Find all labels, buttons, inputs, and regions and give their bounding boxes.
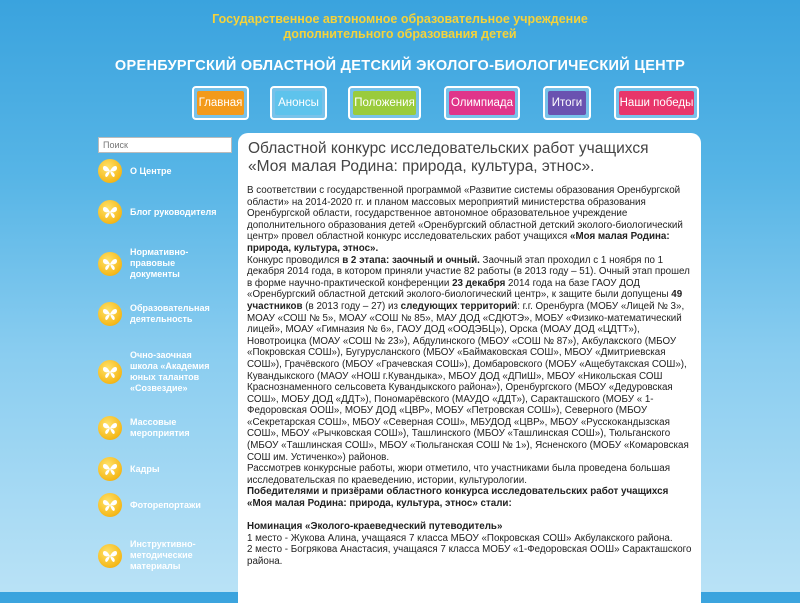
nav-results-button[interactable] <box>543 86 591 120</box>
nav-victories-button[interactable] <box>614 86 699 120</box>
text: (в 2013 году – 27) из <box>302 300 401 312</box>
sidebar-item-about[interactable] <box>98 159 232 183</box>
spacer <box>247 510 693 522</box>
search-input[interactable] <box>98 137 232 153</box>
nav-regulations-button[interactable] <box>348 86 421 120</box>
nav-olympiad-label: Олимпиада <box>449 91 515 115</box>
territories: следующих территорий <box>400 300 518 312</box>
paragraph: Рассмотрев конкурсные работы, жюри отметило, что участниками была проведена большая исследовательская по краеведению, истории, культурологии. <box>247 463 671 486</box>
sidebar-item-school[interactable] <box>98 350 232 394</box>
main-content <box>238 133 701 603</box>
nav-victories-label: Наши победы <box>619 91 694 115</box>
sidebar-item-materials[interactable] <box>98 539 232 572</box>
header-subtitle-line1: Государственное автономное образовательное учреждение <box>212 12 588 26</box>
place-1: 1 место - Жукова Алина, учащаяся 7 класса МБОУ «Покровская СОШ» Акбулакского района. <box>247 532 673 544</box>
sidebar-item-label: Блог руководителя <box>130 206 217 217</box>
butterfly-icon <box>98 544 122 568</box>
nav-announcements-label: Анонсы <box>275 91 322 115</box>
sidebar-item-photos[interactable] <box>98 493 232 517</box>
sidebar-item-label: Фоторепортажи <box>130 499 201 510</box>
date: 23 декабря <box>452 277 506 289</box>
text: Конкурс проводился <box>247 254 343 266</box>
header-subtitle-line2: дополнительного образования детей <box>283 27 517 41</box>
butterfly-icon <box>98 360 122 384</box>
nomination <box>247 521 693 533</box>
contest-name: «Моя малая Родина: природа, культура, этнос». <box>247 231 670 254</box>
winners-text: Победителями и призёрами областного конкурса исследовательских работ учащихся «Моя малая Родина: природа, культура, этнос» стали: <box>247 486 669 510</box>
nav-olympiad-button[interactable] <box>444 86 520 120</box>
butterfly-icon <box>98 159 122 183</box>
sidebar-item-label: Образовательная деятельность <box>130 303 210 324</box>
sidebar-item-documents[interactable] <box>98 247 232 280</box>
nav-home-label: Главная <box>197 91 244 115</box>
butterfly-icon <box>98 200 122 224</box>
sidebar-item-blog[interactable] <box>98 200 232 224</box>
main-nav <box>0 86 800 122</box>
text: 2014 года на базе ГАОУ ДОД «Оренбургский областной детский эколого-биологический центр», к защите были допущены <box>247 277 672 301</box>
sidebar-item-label: О Центре <box>130 165 172 176</box>
nav-regulations-label: Положения <box>353 91 416 115</box>
butterfly-icon <box>98 457 122 481</box>
article-body <box>247 185 693 568</box>
stages: в 2 этапа: заочный и очный. <box>342 254 480 266</box>
site-title: ОРЕНБУРГСКИЙ ОБЛАСТНОЙ ДЕТСКИЙ ЭКОЛОГО-БИОЛОГИЧЕСКИЙ ЦЕНТР <box>114 58 686 74</box>
sidebar-item-label: Кадры <box>130 463 160 474</box>
sidebar-item-education[interactable] <box>98 302 232 326</box>
nomination-text: Номинация «Эколого-краеведческий путеводитель» <box>247 521 503 533</box>
sidebar-item-label: Очно-заочная школа «Академия юных талантов «Созвездие» <box>130 350 210 393</box>
sidebar-item-label: Нормативно-правовые документы <box>130 247 189 279</box>
text: В соответствии с государственной программой «Развитие системы образования Оренбургской области» на 2014-2020 гг. и планом массовых мероприятий министерства образования Оренбургской области, государственное автономное образовательное учреждение дополнительного образования детей «Оренбургский областной детский эколого-биологический центр» провел областной конкурс исследовательских работ учащихся <box>247 185 683 243</box>
page-title: Областной конкурс исследовательских работ учащихся «Моя малая Родина: природа, культура, этнос». <box>248 140 649 175</box>
sidebar-item-label: Инструктивно-методические материалы <box>130 539 196 571</box>
text: Заочный этап проходил с 1 ноября по 1 декабря 2014 года, в котором приняли участие 82 работы (в 2013 году – 51). Очный этап прошел в форме научно-практической конференции <box>247 254 690 289</box>
sidebar <box>98 135 232 571</box>
sidebar-item-staff[interactable] <box>98 457 232 481</box>
winners-heading <box>247 486 693 509</box>
butterfly-icon <box>98 302 122 326</box>
nav-home-button[interactable] <box>192 86 249 120</box>
participants: 49 участников <box>247 289 683 312</box>
butterfly-icon <box>98 252 122 276</box>
paragraph <box>247 185 693 255</box>
text: : г.г. Оренбурга (МОБУ «Лицей № 3», МОАУ «СОШ № 5», МОАУ «СОШ № 85», МАУ ДОД «СДЮТЭ», МОБУ «Физико-математический лицей», МОАУ «Гимназия № 6», ГАОУ ДОД «ООДЭБЦ»), Орска (МОАУ ДОД «ЦДТТ»), Новотроицка (МОАУ «СОШ № 23»), Абдулинского (МБОУ «СОШ № 87»), Акбулакского (МБОУ «Покровская СОШ»), Бугурусланского (МБОУ «Баймаковская СОШ», МБОУ «Дмитриевская СОШ»), Грачёвского (МБОУ «Грачевская СОШ»), Домбаровского (МОБУ «Ащебутакская СОШ»), Кувандыкского (МАОУ «НОШ г.Кувандыка», МБОУ ДОД «ДПиШ», МБОУ «Никольская СОШ Краснознаменного сельсовета Кувандыкского района»), Оренбургского (МБОУ «Дедуровская СОШ», МОБУ ДОД «ДДТ»), Пономарёвского (МАУДО «ДДТ»), Саракташского (МОБУ « 1-Федоровская ООШ», МОБУ ДОД «ЦВР», МОБУ «Петровская СОШ»), Северного (МБОУ «Секретарская СОШ», МБОУ «Северная СОШ», МБУДОД «ЦВР», МБОУ «Русскокандызская СОШ», МБОУ «Рычковская СОШ»), Ташлинского (МБОУ «Ташлинская СОШ»), Тюльганского (МБОУ «Ташлинская СОШ», МБОУ «Тюльганская СОШ № 1»), Ясненского (МОБУ «Комаровская СОШ им. Устиченко») районов. <box>247 300 689 463</box>
header-subtitle <box>0 12 800 42</box>
sidebar-item-events[interactable] <box>98 416 232 440</box>
sidebar-item-label: Массовые мероприятия <box>130 417 190 438</box>
butterfly-icon <box>98 493 122 517</box>
place-2: 2 место - Богрякова Анастасия, учащаяся 7 класса МОБУ «1-Федоровская ООШ» Саракташского района. <box>247 544 692 567</box>
nav-results-label: Итоги <box>548 91 586 115</box>
nav-announcements-button[interactable] <box>270 86 327 120</box>
paragraph <box>247 255 693 464</box>
butterfly-icon <box>98 416 122 440</box>
